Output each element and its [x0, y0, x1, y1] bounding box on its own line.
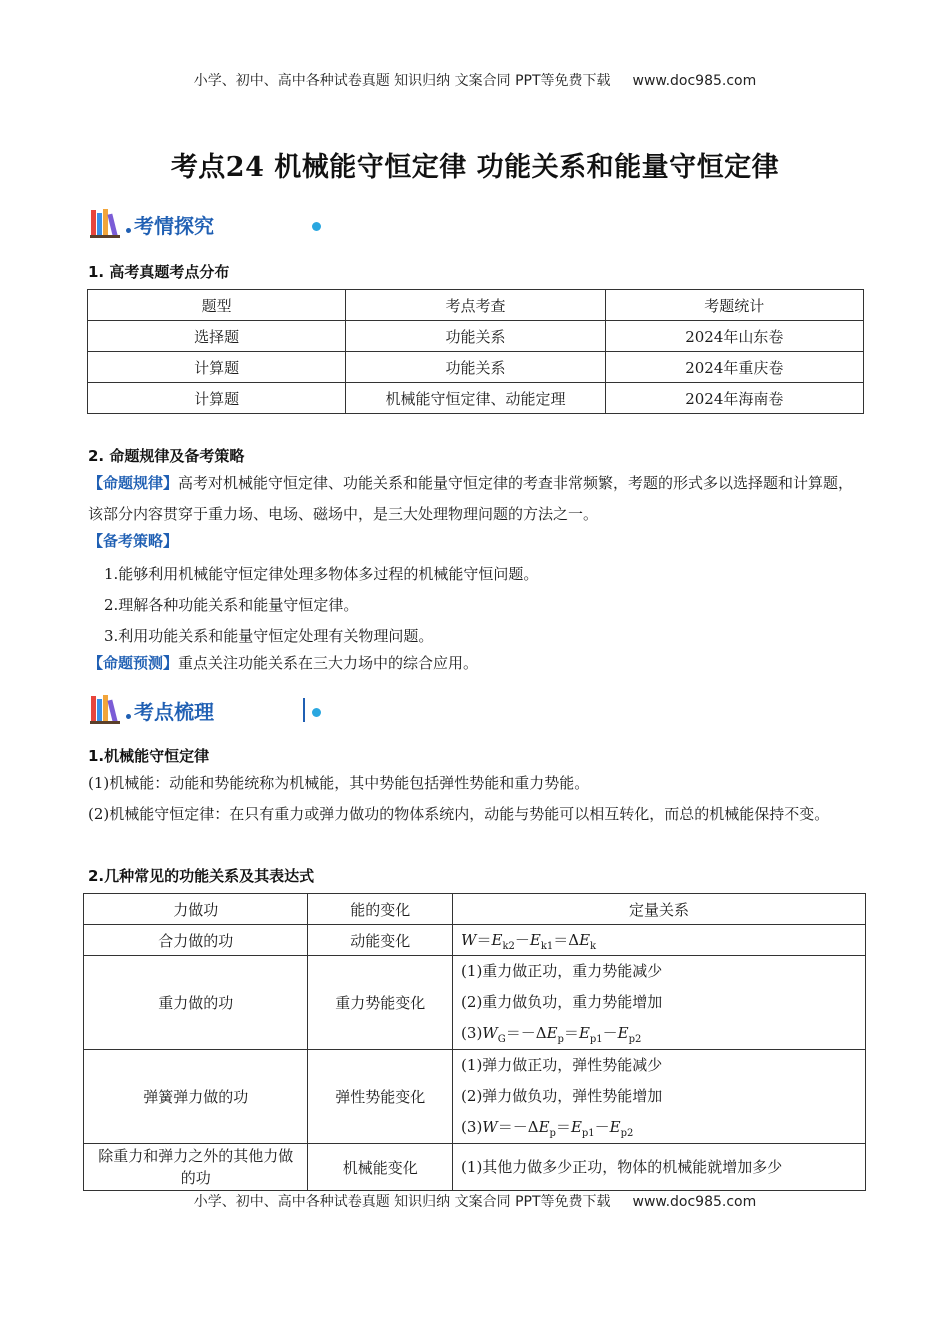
column-header: 能的变化 [308, 894, 453, 925]
section-heading: 2. 命题规律及备考策略 [88, 447, 245, 465]
banner-title: 考情探究 [134, 214, 214, 238]
table-row [84, 1050, 866, 1144]
table-header-row [88, 290, 864, 321]
banner-title: 考点梳理 [134, 700, 214, 724]
table-cell: 功能关系 [346, 352, 605, 383]
forecast-text: 重点关注功能关系在三大力场中的综合应用。 [178, 654, 479, 672]
section-heading: 2.几种常见的功能关系及其表达式 [88, 867, 315, 885]
work-energy-table [83, 893, 866, 1191]
strategy-label: 【备考策略】 [88, 532, 179, 550]
table-cell: 计算题 [88, 383, 346, 414]
table-cell: 弹簧弹力做的功 [84, 1050, 308, 1144]
separator-dot [126, 228, 131, 233]
strategy-label-line [88, 526, 866, 557]
exam-distribution-table [87, 289, 864, 414]
relation-line: (1)弹力做正功，弹性势能减少 [461, 1056, 663, 1074]
strategy-item: 3.利用功能关系和能量守恒定处理有关物理问题。 [104, 627, 434, 645]
table-cell: 重力做的功 [84, 956, 308, 1050]
table-cell: 机械能守恒定律、动能定理 [346, 383, 605, 414]
page-header [0, 70, 950, 90]
table-header-row [84, 894, 866, 925]
table-cell: 除重力和弹力之外的其他力做的功 [84, 1144, 308, 1191]
column-header: 考点考查 [346, 290, 605, 321]
relation-cell [453, 956, 866, 1050]
relation-cell [453, 1144, 866, 1191]
strategy-item: 2.理解各种功能关系和能量守恒定律。 [104, 596, 359, 614]
table-cell: 动能变化 [308, 925, 453, 956]
table-cell: 弹性势能变化 [308, 1050, 453, 1144]
table-cell: 2024年海南卷 [605, 383, 863, 414]
strategy-item: 1.能够利用机械能守恒定律处理多物体多过程的机械能守恒问题。 [104, 565, 539, 583]
table-cell: 选择题 [88, 321, 346, 352]
column-header: 题型 [88, 290, 346, 321]
table-cell: 合力做的功 [84, 925, 308, 956]
table-cell: 重力势能变化 [308, 956, 453, 1050]
table-cell: 2024年山东卷 [605, 321, 863, 352]
footer-site-link[interactable]: www.doc985.com [632, 1194, 757, 1210]
table-cell: 2024年重庆卷 [605, 352, 863, 383]
table-row [84, 1144, 866, 1191]
paragraph: (2)机械能守恒定律：在只有重力或弹力做功的物体系统内，动能与势能可以相互转化，而总的机械能保持不变。 [88, 805, 830, 823]
rule-text: 高考对机械能守恒定律、功能关系和能量守恒定律的考查非常频繁，考题的形式多以选择题和计算题，该部分内容贯穿于重力场、电场、磁场中，是三大处理物理问题的方法之一。 [88, 474, 854, 523]
header-site-link[interactable]: www.doc985.com [632, 73, 757, 89]
formula-cell: $W=E_{k2}-E_{k1}=\Delta E_k$ [453, 925, 866, 956]
header-text: 小学、初中、高中各种试卷真题 知识归纳 文案合同 PPT等免费下载 [193, 73, 611, 89]
table-row [88, 321, 864, 352]
relation-line: (1)其他力做多少正功，物体的机械能就增加多少 [461, 1157, 783, 1176]
table-row [88, 383, 864, 414]
footer-text: 小学、初中、高中各种试卷真题 知识归纳 文案合同 PPT等免费下载 [193, 1194, 611, 1210]
column-header: 考题统计 [605, 290, 863, 321]
table-cell: 机械能变化 [308, 1144, 453, 1191]
table-row [84, 956, 866, 1050]
books-icon [90, 208, 124, 238]
section-heading: 1.机械能守恒定律 [88, 747, 210, 765]
formula-line: $(3)W=-\Delta E_p=E_{p1}-E_{p2}$ [461, 1118, 634, 1139]
forecast-paragraph [88, 648, 866, 679]
column-header: 力做功 [84, 894, 308, 925]
decorative-dot-icon [312, 708, 321, 717]
column-header: 定量关系 [453, 894, 866, 925]
formula-line: $(3)W_G=-\Delta E_p=E_{p1}-E_{p2}$ [461, 1024, 642, 1045]
separator-dot [126, 714, 131, 719]
section-heading: 1. 高考真题考点分布 [88, 263, 230, 281]
books-icon [90, 694, 124, 724]
table-row [88, 352, 864, 383]
relation-line: (1)重力做正功，重力势能减少 [461, 962, 663, 980]
paragraph: (1)机械能：动能和势能统称为机械能，其中势能包括弹性势能和重力势能。 [88, 774, 590, 792]
rule-label: 【命题规律】 [88, 474, 179, 492]
table-cell: 功能关系 [346, 321, 605, 352]
page-footer [0, 1191, 950, 1211]
table-cell: 计算题 [88, 352, 346, 383]
page-title: 考点24 机械能守恒定律 功能关系和能量守恒定律 [170, 152, 780, 183]
exam-rule-paragraph [88, 468, 866, 530]
text-cursor [303, 698, 305, 722]
table-row [84, 925, 866, 956]
relation-cell [453, 1050, 866, 1144]
relation-line: (2)弹力做负功，弹性势能增加 [461, 1087, 663, 1105]
decorative-dot-icon [312, 222, 321, 231]
relation-line: (2)重力做负功，重力势能增加 [461, 993, 663, 1011]
forecast-label: 【命题预测】 [88, 654, 179, 672]
